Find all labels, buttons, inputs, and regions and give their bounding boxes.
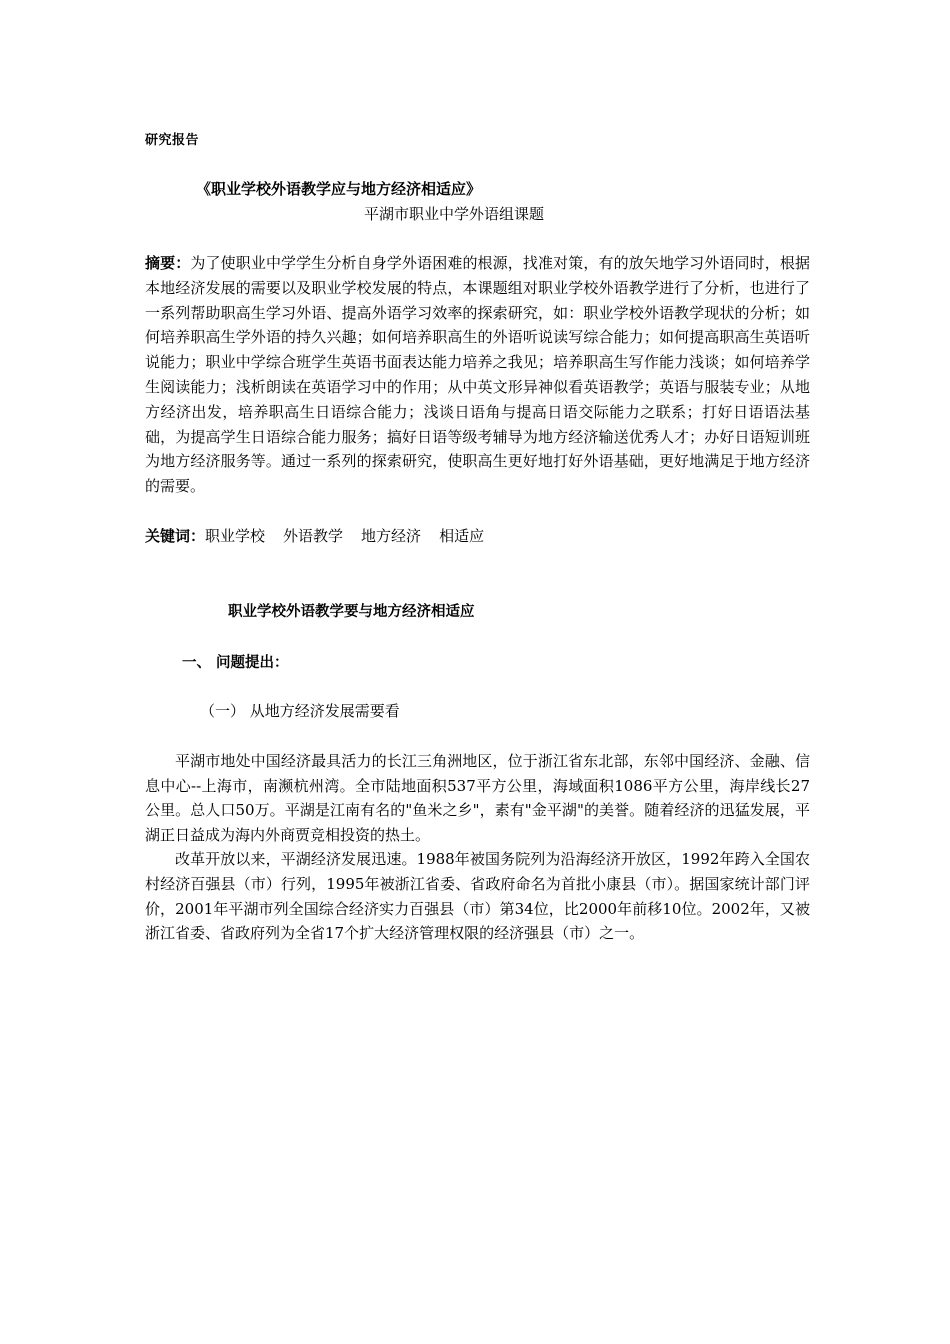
abstract-label: 摘要： bbox=[145, 254, 191, 272]
abstract bbox=[145, 251, 810, 499]
keyword-item: 职业学校 bbox=[205, 527, 266, 545]
body-text bbox=[145, 749, 810, 946]
body-paragraph: 平湖市地处中国经济最具活力的长江三角洲地区，位于浙江省东北部，东邻中国经济、金融、信息中心--上海市，南濒杭州湾。全市陆地面积537平方公里，海域面积1086平方公里，海岸线长27公里。总人口50万。平湖是江南有名的"鱼米之乡"，素有"金平湖"的美誉。随着经济的迅猛发展，平湖正日益成为海内外商贾竞相投资的热土。 bbox=[145, 752, 810, 844]
body-paragraph: 改革开放以来，平湖经济发展迅速。1988年被国务院列为沿海经济开放区，1992年跨入全国农村经济百强县（市）行列，1995年被浙江省委、省政府命名为首批小康县（市）。据国家统计部门评价，2001年平湖市列全国综合经济实力百强县（市）第34位，比2000年前移10位。2002年，又被浙江省委、省政府列为全省17个扩大经济管理权限的经济强县（市）之一。 bbox=[145, 850, 810, 943]
keywords bbox=[145, 524, 502, 548]
document-author: 平湖市职业中学外语组课题 bbox=[364, 205, 545, 223]
keyword-item: 外语教学 bbox=[283, 527, 344, 545]
keywords-label: 关键词： bbox=[145, 527, 206, 545]
heading-level-1: 一、 问题提出： bbox=[182, 655, 289, 671]
keyword-item: 相适应 bbox=[439, 527, 485, 545]
report-type-label: 研究报告 bbox=[145, 133, 200, 148]
heading-level-2: （一） 从地方经济发展需要看 bbox=[200, 702, 400, 720]
abstract-text: 为了使职业中学学生分析自身学外语困难的根源，找准对策，有的放矢地学习外语同时，根据本地经济发展的需要以及职业学校发展的特点，本课题组对职业学校外语教学进行了分析，也进行了一系列帮助职高生学习外语、提高外语学习效率的探索研究，如：职业学校外语教学现状的分析；如何培养职高生学外语的持久兴趣；如何培养职高生的外语听说读写综合能力；如何提高职高生英语听说能力；职业中学综合班学生英语书面表达能力培养之我见；培养职高生写作能力浅谈；如何培养学生阅读能力；浅析朗读在英语学习中的作用；从中英文形异神似看英语教学；英语与服装专业；从地方经济出发，培养职高生日语综合能力；浅谈日语角与提高日语交际能力之联系；打好日语语法基础，为提高学生日语综合能力服务；搞好日语等级考辅导为地方经济输送优秀人才；办好日语短训班为地方经济服务等。通过一系列的探索研究，使职高生更好地打好外语基础，更好地满足于地方经济的需要。 bbox=[145, 254, 810, 496]
section-title: 职业学校外语教学要与地方经济相适应 bbox=[228, 604, 475, 620]
document-title: 《职业学校外语教学应与地方经济相适应》 bbox=[196, 180, 482, 198]
keyword-item: 地方经济 bbox=[361, 527, 422, 545]
